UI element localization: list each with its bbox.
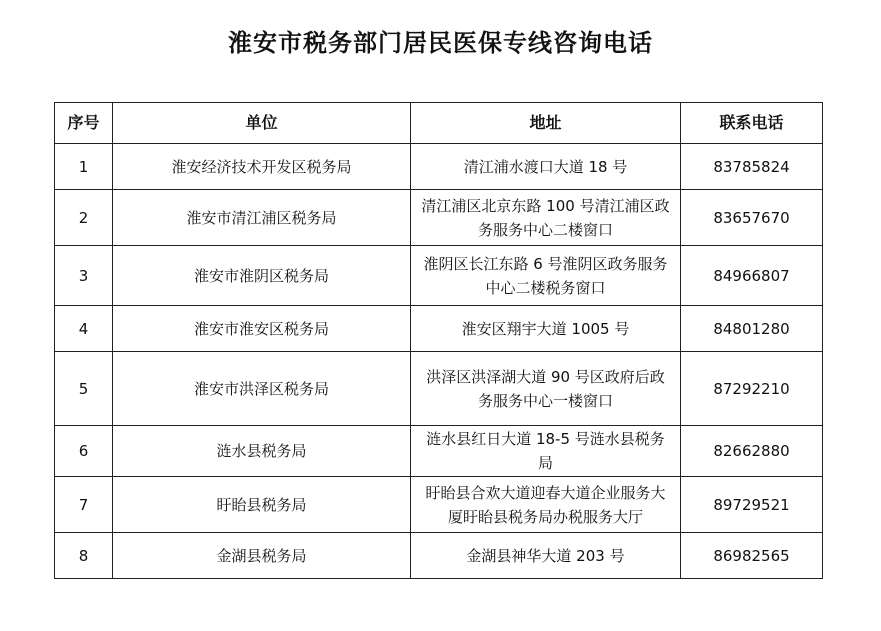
cell-unit: 盱眙县税务局 xyxy=(113,477,411,533)
table-row xyxy=(55,533,823,579)
cell-phone: 84801280 xyxy=(681,306,823,352)
cell-seq: 3 xyxy=(55,246,113,306)
cell-phone: 82662880 xyxy=(681,426,823,477)
cell-seq: 1 xyxy=(55,144,113,190)
cell-unit: 淮安市淮阴区税务局 xyxy=(113,246,411,306)
cell-address-wrap xyxy=(411,533,681,579)
cell-phone: 87292210 xyxy=(681,352,823,426)
cell-seq: 8 xyxy=(55,533,113,579)
cell-address-wrap xyxy=(411,352,681,426)
cell-address: 淮安区翔宇大道 1005 号 xyxy=(461,319,630,338)
table-row xyxy=(55,477,823,533)
cell-phone: 83785824 xyxy=(681,144,823,190)
table-row xyxy=(55,352,823,426)
cell-phone: 83657670 xyxy=(681,190,823,246)
cell-address-wrap xyxy=(411,190,681,246)
header-seq: 序号 xyxy=(55,103,113,144)
cell-phone: 86982565 xyxy=(681,533,823,579)
cell-unit: 淮安市淮安区税务局 xyxy=(113,306,411,352)
cell-address: 涟水县红日大道 18-5 号涟水县税务局 xyxy=(426,430,665,472)
cell-seq: 4 xyxy=(55,306,113,352)
table-row xyxy=(55,190,823,246)
cell-seq: 7 xyxy=(55,477,113,533)
cell-unit: 淮安市清江浦区税务局 xyxy=(113,190,411,246)
cell-seq: 6 xyxy=(55,426,113,477)
cell-address-wrap xyxy=(411,477,681,533)
table-header-row xyxy=(55,103,823,144)
cell-address-wrap xyxy=(411,426,681,477)
contact-table xyxy=(54,102,823,579)
cell-address: 淮阴区长江东路 6 号淮阴区政务服务中心二楼税务窗口 xyxy=(423,254,668,297)
cell-address: 洪泽区洪泽湖大道 90 号区政府后政务服务中心一楼窗口 xyxy=(426,367,665,410)
header-address: 地址 xyxy=(411,103,681,144)
cell-seq: 5 xyxy=(55,352,113,426)
cell-address-wrap xyxy=(411,306,681,352)
cell-unit: 涟水县税务局 xyxy=(113,426,411,477)
cell-seq: 2 xyxy=(55,190,113,246)
cell-phone: 84966807 xyxy=(681,246,823,306)
cell-address: 盱眙县合欢大道迎春大道企业服务大厦盱眙县税务局办税服务大厅 xyxy=(425,483,666,526)
header-unit: 单位 xyxy=(113,103,411,144)
table-row xyxy=(55,306,823,352)
cell-address-wrap xyxy=(411,246,681,306)
cell-unit: 金湖县税务局 xyxy=(113,533,411,579)
cell-address: 金湖县神华大道 203 号 xyxy=(466,546,625,565)
cell-phone: 89729521 xyxy=(681,477,823,533)
cell-address-wrap xyxy=(411,144,681,190)
table-row xyxy=(55,426,823,477)
cell-address: 清江浦区北京东路 100 号清江浦区政务服务中心二楼窗口 xyxy=(421,196,670,239)
cell-unit: 淮安市洪泽区税务局 xyxy=(113,352,411,426)
table-row xyxy=(55,144,823,190)
cell-address: 清江浦水渡口大道 18 号 xyxy=(463,157,628,176)
header-phone: 联系电话 xyxy=(681,103,823,144)
cell-unit: 淮安经济技术开发区税务局 xyxy=(113,144,411,190)
page-title: 淮安市税务部门居民医保专线咨询电话 xyxy=(228,29,653,57)
table-row xyxy=(55,246,823,306)
